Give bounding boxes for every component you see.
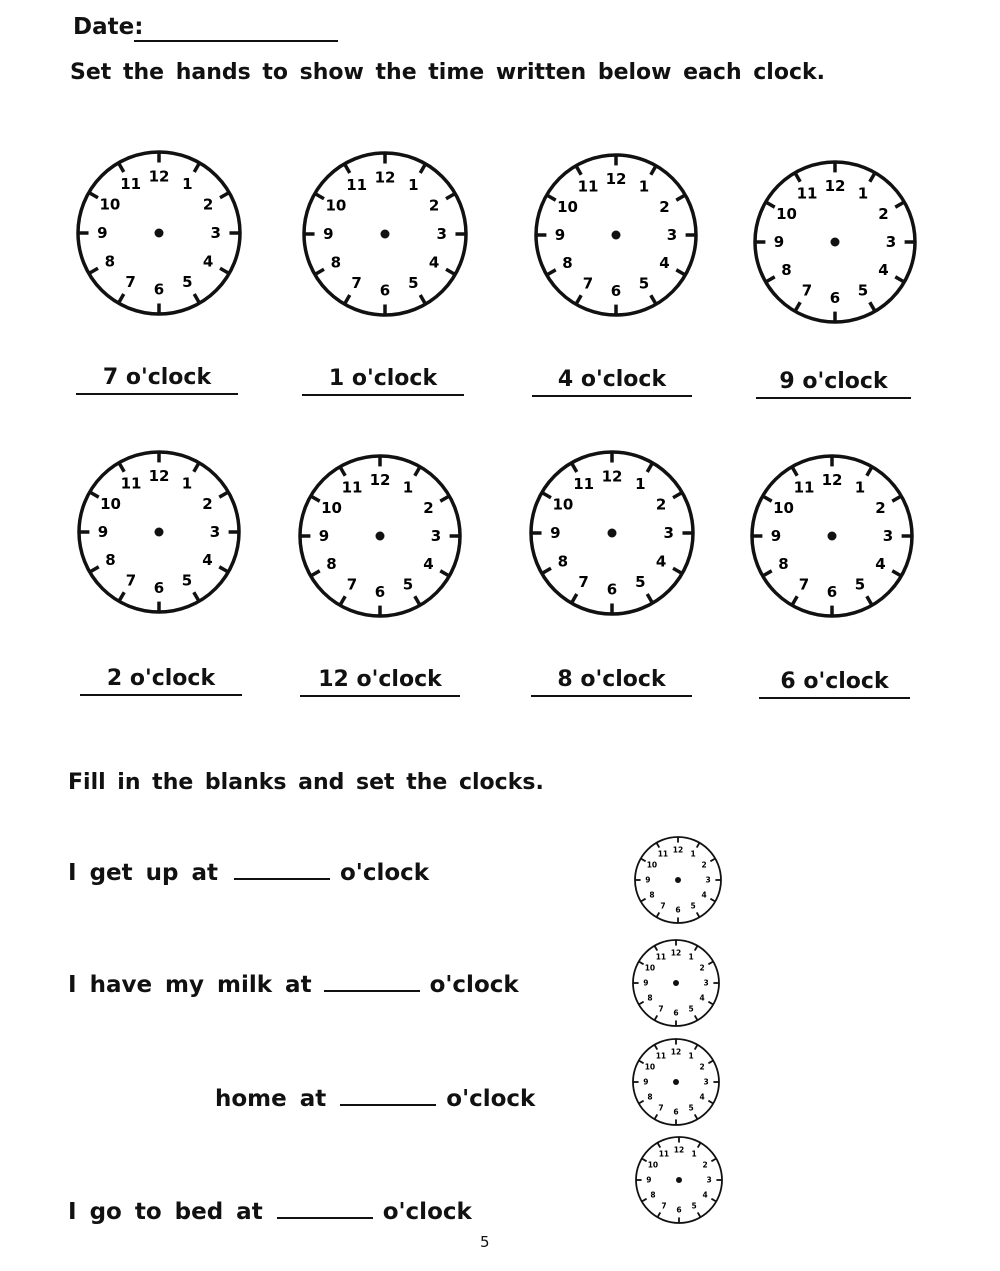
clock-center-dot [155,229,164,238]
clock-number: 9 [773,233,785,251]
clock-number: 2 [428,196,440,215]
clock-number: 2 [702,1160,708,1170]
clock-number: 7 [660,901,666,911]
clock-number: 1 [638,177,650,196]
answer-blank[interactable] [340,1103,436,1106]
clock-number: 6 [676,1205,682,1215]
clock-face[interactable] [749,453,915,619]
clock-number: 1 [691,1149,697,1159]
clock-face[interactable] [297,453,463,619]
clock-number: 7 [125,273,136,292]
clock-number: 9 [318,527,330,545]
clock-number: 12 [148,467,170,485]
clock-number: 8 [649,890,655,900]
date-field[interactable] [134,40,338,42]
clock-number: 4 [701,890,707,900]
clock-center-dot [673,980,679,986]
page-number: 5 [480,1233,490,1251]
clock-number: 7 [125,571,137,590]
sentence-text: o'clock [429,972,519,998]
clock-number: 5 [402,575,414,594]
clock-number: 9 [770,527,782,545]
clock-number: 1 [688,1051,694,1061]
clock-number: 3 [885,233,897,251]
clock-number: 2 [202,195,214,214]
clock-number: 1 [181,474,193,493]
clock-number: 2 [423,499,434,517]
clock-number: 2 [701,860,707,870]
clock-number: 12 [369,471,391,489]
clock-number: 10 [644,1062,656,1072]
clock-number: 7 [658,1004,664,1014]
clock-number: 6 [379,281,391,300]
clock-number: 10 [552,495,574,514]
clock-number: 9 [323,225,334,243]
clock-number: 3 [436,225,447,243]
clock-number: 1 [854,478,866,497]
clock-face[interactable] [752,159,918,325]
clock-center-dot [376,532,385,541]
clock-number: 5 [690,901,696,911]
clock-number: 8 [104,252,116,271]
clock-number: 10 [773,499,794,517]
clock-face[interactable] [632,834,724,926]
clock-center-dot [831,238,840,247]
clock-number: 10 [644,963,656,973]
clock-number: 4 [699,1092,705,1102]
instruction-1: Set the hands to show the time written below each clock. [70,60,825,85]
clock-face[interactable] [75,149,243,317]
clock-number: 1 [635,474,646,493]
clock-number: 11 [796,184,818,203]
clock-number: 4 [878,261,889,279]
clock-center-dot [676,1177,682,1183]
sentence-text: o'clock [340,860,430,886]
clock-number: 3 [666,226,678,244]
clock-label: 1 o'clock [302,365,464,396]
clock-number: 7 [582,274,594,293]
clock-number: 12 [672,845,684,855]
clock-number: 8 [647,1092,653,1102]
clock-face[interactable] [630,937,722,1029]
instruction-2: Fill in the blanks and set the clocks. [68,770,544,795]
clock-label: 2 o'clock [80,665,242,696]
clock-label: 4 o'clock [532,366,692,397]
clock-number: 8 [105,551,116,569]
clock-number: 5 [408,274,419,293]
clock-center-dot [828,532,837,541]
clock-number: 8 [650,1190,656,1200]
clock-number: 6 [673,1107,679,1117]
clock-number: 7 [798,575,810,594]
clock-number: 3 [703,978,709,988]
clock-face[interactable] [301,150,469,318]
sentence-get-up [68,860,429,886]
clock-number: 12 [601,467,623,486]
clock-number: 6 [829,289,841,307]
clock-number: 9 [550,524,561,542]
clock-number: 3 [882,527,894,545]
clock-center-dot [675,877,681,883]
clock-number: 10 [647,1160,659,1170]
clock-number: 6 [673,1008,679,1018]
clock-number: 3 [209,523,221,541]
clock-number: 1 [182,174,193,193]
clock-number: 12 [670,948,682,958]
clock-number: 3 [705,875,711,885]
clock-number: 12 [605,170,627,188]
answer-blank[interactable] [234,877,330,880]
clock-number: 10 [646,860,658,870]
clock-number: 6 [153,579,165,597]
clock-number: 12 [148,167,170,186]
clock-number: 10 [100,495,121,513]
clock-number: 9 [643,1077,649,1087]
clock-number: 7 [578,573,589,592]
clock-number: 2 [202,495,213,513]
clock-number: 8 [562,254,573,272]
clock-label: 6 o'clock [759,668,910,699]
clock-center-dot [155,528,164,537]
clock-number: 6 [153,280,165,299]
clock-number: 10 [99,195,121,214]
clock-number: 4 [655,552,667,571]
clock-number: 1 [857,184,869,203]
clock-number: 5 [182,273,193,292]
sentence-bed [68,1199,472,1225]
clock-number: 12 [821,471,843,489]
sentence-text: I get up at [68,860,218,886]
clock-number: 9 [645,875,651,885]
clock-number: 2 [699,963,705,973]
clock-number: 10 [557,198,578,216]
clock-number: 10 [325,196,347,215]
clock-number: 3 [706,1175,712,1185]
clock-number: 8 [647,993,653,1003]
clock-number: 1 [688,952,694,962]
clock-number: 2 [659,198,670,216]
clock-number: 1 [408,175,419,194]
clock-number: 9 [97,523,109,541]
sentence-text: home at [215,1086,327,1112]
clock-number: 7 [658,1103,664,1113]
clock-number: 11 [658,1149,670,1159]
clock-number: 11 [341,478,363,497]
clock-number: 7 [801,281,813,300]
clock-number: 8 [330,253,342,272]
clock-number: 1 [402,478,414,497]
clock-number: 1 [690,849,696,859]
clock-number: 6 [610,282,622,300]
answer-blank[interactable] [277,1216,373,1219]
clock-face[interactable] [528,449,696,617]
clock-number: 11 [120,174,142,193]
clock-number: 8 [781,261,792,279]
clock-number: 5 [635,573,646,592]
clock-number: 10 [776,205,797,223]
clock-number: 3 [703,1077,709,1087]
sentence-text: I have my milk at [68,972,312,998]
clock-number: 5 [688,1004,694,1014]
clock-number: 10 [321,499,342,517]
clock-number: 12 [673,1145,685,1155]
clock-number: 3 [210,224,221,242]
clock-center-dot [608,529,617,538]
clock-number: 7 [346,575,358,594]
sentence-milk [68,972,519,998]
clock-number: 6 [374,583,386,601]
clock-number: 5 [854,575,866,594]
clock-number: 11 [655,952,667,962]
clock-number: 3 [430,527,442,545]
clock-number: 6 [606,580,618,599]
clock-number: 4 [423,555,434,573]
clock-center-dot [673,1079,679,1085]
clock-number: 5 [688,1103,694,1113]
clock-label: 7 o'clock [76,364,238,395]
clock-number: 5 [181,571,193,590]
clock-number: 4 [659,254,670,272]
clock-number: 7 [351,274,362,293]
clock-number: 11 [346,175,368,194]
clock-number: 2 [878,205,889,223]
clock-number: 12 [824,177,846,195]
clock-number: 4 [202,551,213,569]
clock-number: 11 [120,474,142,493]
clock-number: 6 [675,905,681,915]
sentence-text: o'clock [446,1086,536,1112]
clock-number: 4 [428,253,440,272]
sentence-text: o'clock [382,1199,472,1225]
clock-label: 8 o'clock [531,666,692,697]
clock-number: 7 [661,1201,667,1211]
clock-face[interactable] [533,152,699,318]
clock-number: 9 [646,1175,652,1185]
clock-number: 8 [557,552,569,571]
answer-blank[interactable] [324,989,420,992]
clock-number: 2 [655,495,667,514]
clock-number: 4 [202,252,214,271]
clock-number: 8 [778,555,789,573]
clock-face[interactable] [630,1036,722,1128]
clock-number: 5 [638,274,650,293]
clock-number: 6 [826,583,838,601]
clock-number: 9 [97,224,108,242]
clock-number: 12 [670,1047,682,1057]
clock-number: 11 [655,1051,667,1061]
sentence-text: I go to bed at [68,1199,263,1225]
clock-face[interactable] [633,1134,725,1226]
clock-number: 4 [702,1190,708,1200]
clock-center-dot [612,231,621,240]
clock-number: 11 [793,478,815,497]
clock-number: 11 [657,849,669,859]
clock-number: 4 [699,993,705,1003]
clock-number: 11 [573,474,595,493]
clock-number: 2 [875,499,886,517]
clock-number: 2 [699,1062,705,1072]
clock-number: 4 [875,555,886,573]
clock-number: 8 [326,555,337,573]
clock-center-dot [381,230,390,239]
clock-number: 9 [643,978,649,988]
clock-number: 11 [577,177,599,196]
sentence-home [215,1086,535,1112]
date-label: Date: [73,14,144,40]
clock-number: 5 [691,1201,697,1211]
clock-label: 9 o'clock [756,368,911,399]
clock-label: 12 o'clock [300,666,460,697]
clock-number: 9 [554,226,566,244]
clock-number: 12 [374,168,396,187]
clock-number: 3 [663,524,674,542]
clock-face[interactable] [76,449,242,615]
clock-number: 5 [857,281,869,300]
